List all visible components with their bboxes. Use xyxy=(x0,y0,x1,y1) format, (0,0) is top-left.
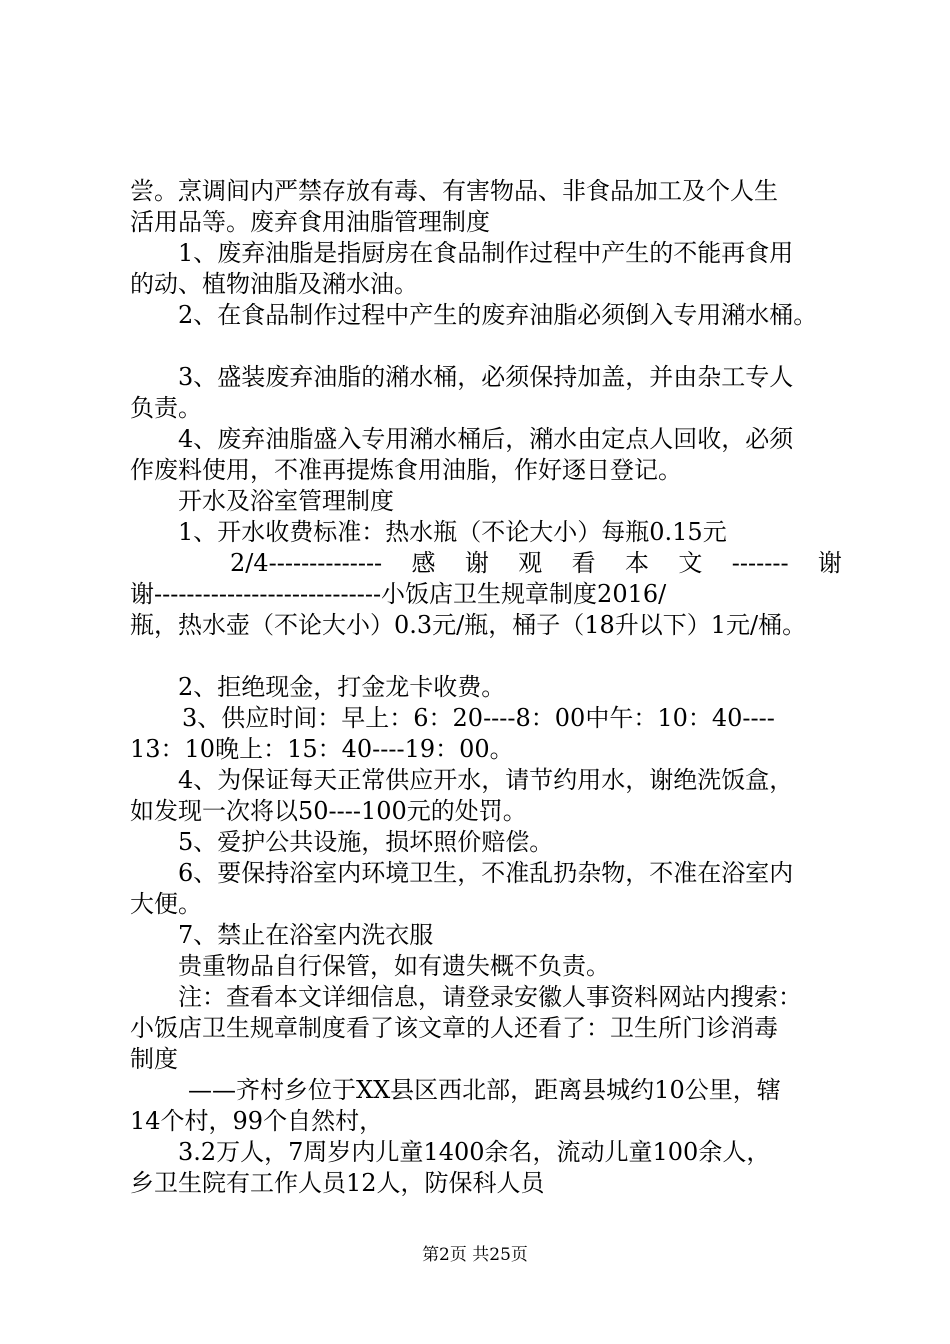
text-line: 3、供应时间：早上：6：20----8：00中午：10：40---- xyxy=(182,704,775,732)
text-line: 乡卫生院有工作人员12人，防保科人员 xyxy=(130,1169,545,1197)
text-line: 贵重物品自行保管，如有遗失概不负责。 xyxy=(178,952,610,980)
text-line: 瓶，热水壶（不论大小）0.3元/瓶，桶子（18升以下）1元/桶。 xyxy=(130,611,807,639)
text-line: 14个村，99个自然村， xyxy=(130,1107,384,1135)
text-line: 作废料使用，不准再提炼食用油脂，作好逐日登记。 xyxy=(130,456,682,484)
watermark-char: 谢 xyxy=(464,549,489,577)
watermark-char: 谢 xyxy=(817,549,842,577)
text-line: 1、开水收费标准：热水瓶（不论大小）每瓶0.15元 xyxy=(178,518,727,546)
text-line: 2、拒绝现金，打金龙卡收费。 xyxy=(178,673,506,701)
watermark-char: 本 xyxy=(625,549,650,577)
text-line: 活用品等。废弃食用油脂管理制度 xyxy=(130,208,490,236)
watermark-char: 文 xyxy=(678,549,703,577)
text-line: 3、盛装废弃油脂的潲水桶，必须保持加盖，并由杂工专人 xyxy=(178,363,794,391)
text-line: 负责。 xyxy=(130,394,202,422)
text-line: 6、要保持浴室内环境卫生，不准乱扔杂物，不准在浴室内 xyxy=(178,859,794,887)
text-line: 尝。烹调间内严禁存放有毒、有害物品、非食品加工及个人生 xyxy=(130,177,778,205)
text-line: 小饭店卫生规章制度看了该文章的人还看了：卫生所门诊消毒 xyxy=(130,1014,778,1042)
text-line: 3.2万人，7周岁内儿童1400余名，流动儿童100余人， xyxy=(178,1138,771,1166)
blank-line xyxy=(130,331,842,362)
text-line: 注：查看本文详细信息，请登录安徽人事资料网站内搜索： xyxy=(178,983,802,1011)
watermark-page-marker: 2/4-------------- xyxy=(230,549,383,577)
text-line: 大便。 xyxy=(130,890,202,918)
text-line: 5、爱护公共设施，损坏照价赔偿。 xyxy=(178,828,554,856)
text-line: 13：10晚上：15：40----19：00。 xyxy=(130,735,514,763)
text-line: ——齐村乡位于XX县区西北部，距离县城约10公里，辖 xyxy=(188,1076,781,1104)
text-line: 的动、植物油脂及潲水油。 xyxy=(130,270,418,298)
text-line: 制度 xyxy=(130,1045,178,1073)
watermark-char: 看 xyxy=(571,549,596,577)
page-footer: 第2页 共25页 xyxy=(422,1245,528,1265)
text-line: 4、废弃油脂盛入专用潲水桶后，潲水由定点人回收，必须 xyxy=(178,425,794,453)
text-line: 2、在食品制作过程中产生的废弃油脂必须倒入专用潲水桶。 xyxy=(178,301,818,329)
text-line: 7、禁止在浴室内洗衣服 xyxy=(178,921,434,949)
text-line: 如发现一次将以50----100元的处罚。 xyxy=(130,797,527,825)
blank-line xyxy=(130,641,842,672)
watermark-char: 感 xyxy=(411,549,436,577)
document-body xyxy=(130,176,842,1199)
watermark-char: 观 xyxy=(518,549,543,577)
section-heading: 开水及浴室管理制度 xyxy=(178,487,394,515)
text-line: 4、为保证每天正常供应开水，请节约用水，谢绝洗饭盒， xyxy=(178,766,794,794)
text-line: 谢----------------------------小饭店卫生规章制度2016/ xyxy=(130,580,667,608)
watermark-dashes: ------- xyxy=(731,549,789,577)
text-line: 1、废弃油脂是指厨房在食品制作过程中产生的不能再食用 xyxy=(178,239,794,267)
watermark-line xyxy=(130,548,842,579)
